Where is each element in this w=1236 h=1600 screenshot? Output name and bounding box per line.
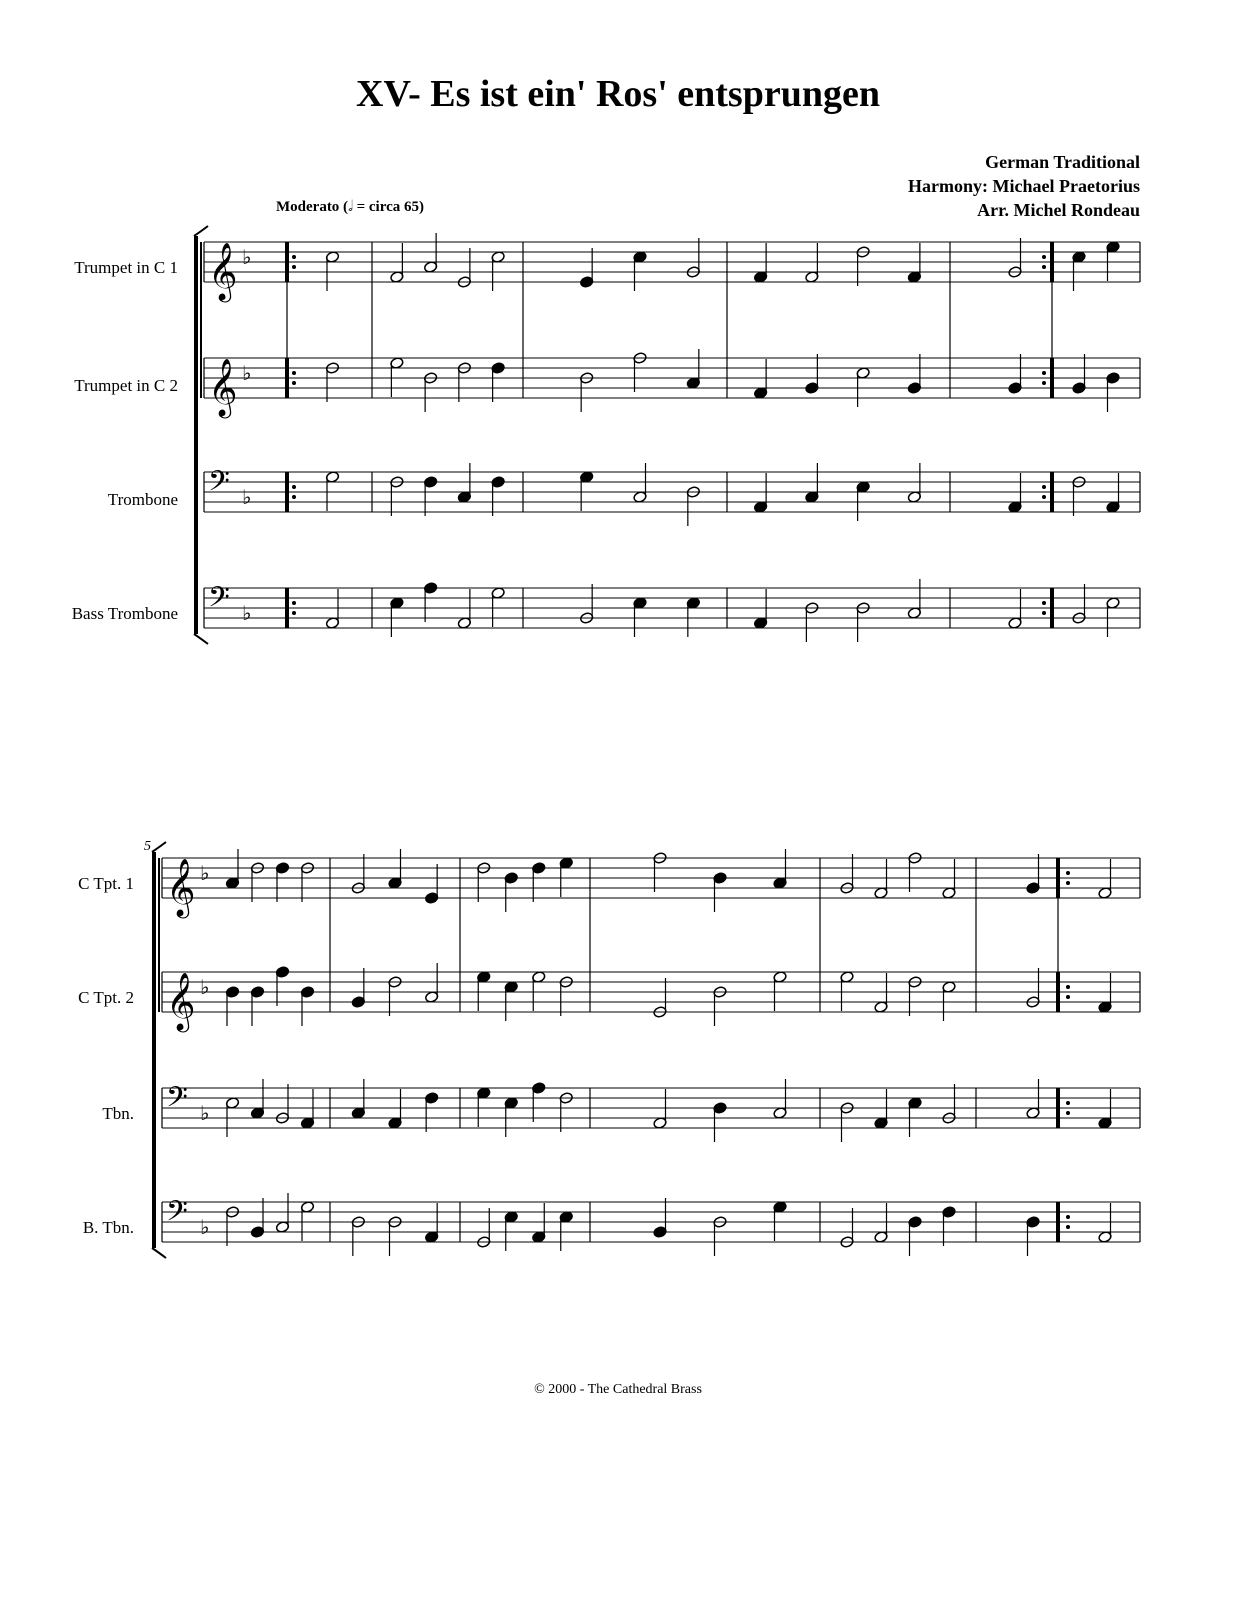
repeat-dot — [1042, 485, 1046, 489]
bass-clef-icon: 𝄢 — [166, 1195, 188, 1235]
flat-icon: ♭ — [200, 1101, 210, 1125]
flat-icon: ♭ — [242, 361, 252, 385]
repeat-dot — [1066, 1215, 1070, 1219]
instrument-name: B. Tbn. — [82, 1218, 134, 1237]
repeat-dot — [1066, 1111, 1070, 1115]
instrument-name: C Tpt. 1 — [78, 874, 134, 893]
system-2 — [152, 842, 1140, 1258]
system-1 — [194, 226, 1140, 644]
repeat-dot — [1042, 371, 1046, 375]
flat-icon: ♭ — [242, 601, 252, 625]
copyright: © 2000 - The Cathedral Brass — [534, 1382, 702, 1397]
instrument-name: Trumpet in C 2 — [74, 376, 178, 395]
repeat-dot — [292, 371, 296, 375]
instrument-name: Trumpet in C 1 — [74, 258, 178, 277]
instrument-name: C Tpt. 2 — [78, 988, 134, 1007]
repeat-dot — [1042, 255, 1046, 259]
repeat-dot — [292, 495, 296, 499]
flat-icon: ♭ — [242, 245, 252, 269]
repeat-dot — [292, 255, 296, 259]
treble-clef-icon: 𝄞 — [208, 358, 238, 416]
repeat-dot — [292, 485, 296, 489]
half-note-icon: 𝅗𝅥 — [348, 199, 353, 215]
treble-clef-icon: 𝄞 — [166, 858, 196, 916]
repeat-dot — [292, 601, 296, 605]
repeat-dot — [1042, 611, 1046, 615]
instrument-name: Trombone — [107, 490, 178, 509]
repeat-dot — [1042, 495, 1046, 499]
repeat-dot — [292, 381, 296, 385]
repeat-dot — [1066, 995, 1070, 999]
treble-clef-icon: 𝄞 — [166, 972, 196, 1030]
bass-clef-icon: 𝄢 — [166, 1081, 188, 1121]
repeat-dot — [292, 265, 296, 269]
arranger-credit: Arr. Michel Rondeau — [977, 200, 1140, 220]
score-title: XV- Es ist ein' Ros' entsprungen — [356, 73, 880, 115]
flat-icon: ♭ — [200, 1215, 210, 1239]
bracket-hook — [152, 1248, 166, 1258]
tempo-value: = circa 65) — [352, 199, 425, 215]
treble-clef-icon: 𝄞 — [208, 242, 238, 300]
flat-icon: ♭ — [242, 485, 252, 509]
repeat-dot — [1042, 265, 1046, 269]
flat-icon: ♭ — [200, 975, 210, 999]
bracket-hook — [194, 634, 208, 644]
bass-clef-icon: 𝄢 — [208, 581, 230, 621]
flat-icon: ♭ — [200, 861, 210, 885]
repeat-dot — [1042, 601, 1046, 605]
repeat-dot — [292, 611, 296, 615]
repeat-dot — [1066, 1101, 1070, 1105]
harmony-credit: Harmony: Michael Praetorius — [908, 176, 1140, 196]
repeat-dot — [1042, 381, 1046, 385]
tempo-label: Moderato ( — [276, 199, 349, 215]
instrument-name: Tbn. — [102, 1104, 134, 1123]
composer-credit: German Traditional — [985, 152, 1140, 172]
repeat-dot — [1066, 985, 1070, 989]
repeat-dot — [1066, 1225, 1070, 1229]
instrument-name: Bass Trombone — [71, 604, 178, 623]
bracket-hook — [194, 226, 208, 236]
repeat-dot — [1066, 881, 1070, 885]
repeat-dot — [1066, 871, 1070, 875]
bracket-hook — [152, 842, 166, 852]
bass-clef-icon: 𝄢 — [208, 465, 230, 505]
measure-number: 5 — [144, 839, 151, 854]
